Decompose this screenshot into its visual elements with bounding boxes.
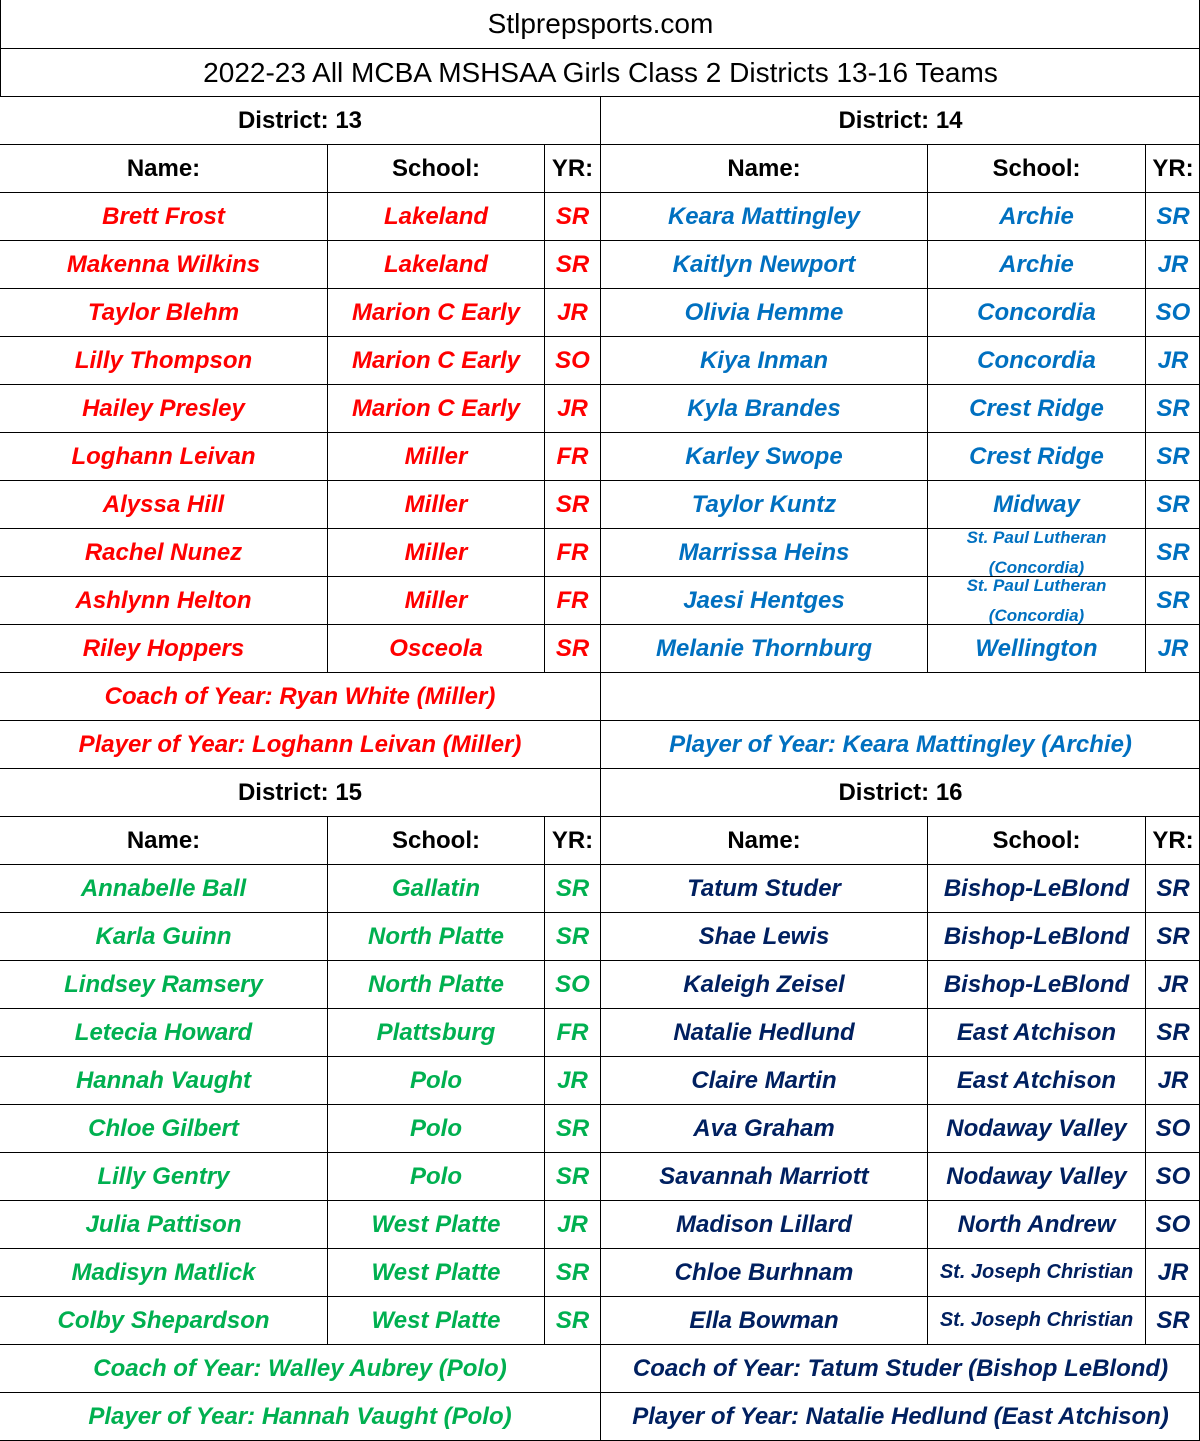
player-yr: SO [1145, 1153, 1200, 1200]
player-name: Lilly Thompson [74, 346, 253, 374]
table-row [0, 1056, 1200, 1104]
player-school: North Andrew [927, 1201, 1145, 1248]
player-name: Annabelle Ball [80, 874, 247, 902]
player-name: Alyssa Hill [102, 490, 225, 518]
column-header-yr: YR: [544, 817, 600, 864]
player-yr: SR [1145, 481, 1200, 528]
player-school: Archie [927, 241, 1145, 288]
player-school: Archie [927, 193, 1145, 240]
table-row [0, 576, 1200, 624]
table-row [0, 912, 1200, 960]
coach-row [0, 1344, 1200, 1392]
district-label: District: 14 [600, 97, 1200, 144]
coach-row [0, 672, 1200, 720]
player-yr: FR [544, 433, 600, 480]
player-school: Miller [327, 481, 544, 528]
player-school: Polo [327, 1105, 544, 1152]
player-of-year: Player of Year: Loghann Leivan (Miller) [78, 730, 522, 758]
player-name: Lilly Gentry [97, 1162, 230, 1190]
player-yr: SR [544, 481, 600, 528]
player-school: Wellington [927, 625, 1145, 672]
player-yr: SR [544, 913, 600, 960]
player-school: Miller [327, 433, 544, 480]
coach-of-year: Coach of Year: Walley Aubrey (Polo) [93, 1354, 507, 1382]
column-header-yr: YR: [544, 145, 600, 192]
player-yr: SO [1145, 1105, 1200, 1152]
player-yr: JR [1145, 1057, 1200, 1104]
player-school: St. Paul Lutheran (Concordia) [927, 529, 1145, 576]
coach-of-year: Coach of Year: Ryan White (Miller) [104, 682, 496, 710]
player-school: Gallatin [327, 865, 544, 912]
player-of-year: Player of Year: Hannah Vaught (Polo) [88, 1402, 512, 1430]
player-name: Claire Martin [600, 1057, 927, 1104]
coach-of-year [600, 673, 1200, 720]
player-school: Polo [327, 1057, 544, 1104]
table-row [0, 1104, 1200, 1152]
table-row [0, 432, 1200, 480]
player-name: Jaesi Hentges [600, 577, 927, 624]
column-header-school: School: [327, 145, 544, 192]
table-row [0, 1248, 1200, 1296]
player-of-year-row [0, 1392, 1200, 1440]
player-yr: SO [1145, 289, 1200, 336]
player-school: East Atchison [927, 1057, 1145, 1104]
player-school: Bishop-LeBlond [927, 961, 1145, 1008]
player-yr: SR [544, 241, 600, 288]
player-school: Lakeland [327, 193, 544, 240]
player-name: Melanie Thornburg [600, 625, 927, 672]
player-name: Marrissa Heins [600, 529, 927, 576]
site-row [0, 0, 1200, 48]
column-header-row [0, 144, 1200, 192]
player-yr: FR [544, 529, 600, 576]
player-school: Marion C Early [327, 337, 544, 384]
player-school: St. Paul Lutheran (Concordia) [927, 577, 1145, 624]
player-name: Taylor Kuntz [600, 481, 927, 528]
player-school: West Platte [327, 1201, 544, 1248]
player-school: Miller [327, 529, 544, 576]
player-school: Bishop-LeBlond [927, 865, 1145, 912]
player-name: Karla Guinn [95, 922, 232, 950]
player-name: Rachel Nunez [84, 538, 243, 566]
player-name: Kaitlyn Newport [600, 241, 927, 288]
player-yr: FR [544, 577, 600, 624]
player-name: Savannah Marriott [600, 1153, 927, 1200]
player-name: Kaleigh Zeisel [600, 961, 927, 1008]
table-row [0, 1200, 1200, 1248]
column-header-school: School: [927, 817, 1145, 864]
player-school: West Platte [327, 1249, 544, 1296]
player-yr: SR [1145, 577, 1200, 624]
player-name: Tatum Studer [600, 865, 927, 912]
player-yr: SR [1145, 433, 1200, 480]
player-yr: SR [544, 865, 600, 912]
table-row [0, 960, 1200, 1008]
player-school: Lakeland [327, 241, 544, 288]
player-name: Madison Lillard [600, 1201, 927, 1248]
player-yr: SR [544, 625, 600, 672]
player-school: Marion C Early [327, 385, 544, 432]
table-row [0, 384, 1200, 432]
player-school: Crest Ridge [927, 433, 1145, 480]
player-school: North Platte [327, 961, 544, 1008]
column-header-school: School: [327, 817, 544, 864]
player-yr: JR [1145, 1249, 1200, 1296]
player-name: Lindsey Ramsery [64, 970, 263, 998]
player-name: Ashlynn Helton [75, 586, 252, 614]
player-yr: SR [544, 1153, 600, 1200]
table-row [0, 1008, 1200, 1056]
district-label: District: 16 [600, 769, 1200, 816]
player-yr: SR [1145, 865, 1200, 912]
district-label: District: 13 [237, 106, 363, 134]
player-school: Crest Ridge [927, 385, 1145, 432]
column-header-name: Name: [126, 154, 201, 182]
table-row [0, 624, 1200, 672]
player-school: Midway [927, 481, 1145, 528]
player-school: West Platte [327, 1297, 544, 1344]
player-yr: SR [544, 193, 600, 240]
coach-of-year: Coach of Year: Tatum Studer (Bishop LeBlond) [600, 1345, 1200, 1392]
player-school: St. Joseph Christian [927, 1297, 1145, 1344]
table-row [0, 480, 1200, 528]
page-title: 2022-23 All MCBA MSHSAA Girls Class 2 Districts 13-16 Teams [0, 49, 1200, 96]
player-school: Polo [327, 1153, 544, 1200]
site-name: Stlprepsports.com [0, 0, 1200, 48]
column-header-yr: YR: [1145, 145, 1200, 192]
player-name: Hannah Vaught [75, 1066, 252, 1094]
player-name: Natalie Hedlund [600, 1009, 927, 1056]
player-school: Nodaway Valley [927, 1153, 1145, 1200]
table-row [0, 528, 1200, 576]
column-header-yr: YR: [1145, 817, 1200, 864]
player-name: Brett Frost [102, 202, 225, 230]
player-name: Taylor Blehm [87, 298, 240, 326]
player-yr: SO [544, 961, 600, 1008]
player-yr: SO [544, 337, 600, 384]
player-of-year-row [0, 720, 1200, 768]
table-row [0, 240, 1200, 288]
table-row [0, 1152, 1200, 1200]
player-name: Kiya Inman [600, 337, 927, 384]
player-yr: SR [1145, 385, 1200, 432]
player-name: Makenna Wilkins [66, 250, 261, 278]
player-yr: JR [1145, 337, 1200, 384]
player-school: Nodaway Valley [927, 1105, 1145, 1152]
table-row [0, 864, 1200, 912]
player-school: Osceola [327, 625, 544, 672]
player-school: Plattsburg [327, 1009, 544, 1056]
player-school: Concordia [927, 289, 1145, 336]
player-of-year: Player of Year: Natalie Hedlund (East Atchison) [600, 1393, 1200, 1440]
player-yr: SR [1145, 1009, 1200, 1056]
player-yr: JR [544, 385, 600, 432]
title-row [0, 48, 1200, 96]
column-header-name: Name: [126, 826, 201, 854]
player-name: Keara Mattingley [600, 193, 927, 240]
player-name: Julia Pattison [85, 1210, 242, 1238]
player-name: Chloe Burhnam [600, 1249, 927, 1296]
player-name: Karley Swope [600, 433, 927, 480]
player-yr: JR [544, 1201, 600, 1248]
player-name: Letecia Howard [74, 1018, 253, 1046]
player-yr: JR [1145, 961, 1200, 1008]
player-yr: SR [1145, 913, 1200, 960]
column-header-row [0, 816, 1200, 864]
district-header-row [0, 768, 1200, 816]
column-header-name: Name: [600, 145, 927, 192]
player-name: Olivia Hemme [600, 289, 927, 336]
player-yr: SR [544, 1105, 600, 1152]
district-header-row [0, 96, 1200, 144]
player-name: Chloe Gilbert [88, 1114, 239, 1142]
player-school: East Atchison [927, 1009, 1145, 1056]
player-name: Madisyn Matlick [71, 1258, 256, 1286]
player-yr: JR [544, 289, 600, 336]
player-yr: FR [544, 1009, 600, 1056]
player-yr: JR [544, 1057, 600, 1104]
player-name: Riley Hoppers [82, 634, 245, 662]
player-school: Bishop-LeBlond [927, 913, 1145, 960]
player-school: Miller [327, 577, 544, 624]
column-header-name: Name: [600, 817, 927, 864]
player-yr: JR [1145, 625, 1200, 672]
player-school: North Platte [327, 913, 544, 960]
player-school: Marion C Early [327, 289, 544, 336]
player-name: Loghann Leivan [71, 442, 256, 470]
district-label: District: 15 [237, 778, 363, 806]
table-row [0, 336, 1200, 384]
player-name: Ava Graham [600, 1105, 927, 1152]
player-name: Hailey Presley [82, 394, 245, 422]
player-yr: SR [1145, 193, 1200, 240]
player-name: Ella Bowman [600, 1297, 927, 1344]
player-school: Concordia [927, 337, 1145, 384]
table-row [0, 192, 1200, 240]
player-yr: SR [1145, 1297, 1200, 1344]
player-yr: JR [1145, 241, 1200, 288]
player-of-year: Player of Year: Keara Mattingley (Archie) [600, 721, 1200, 768]
player-yr: SR [1145, 529, 1200, 576]
player-school: St. Joseph Christian [927, 1249, 1145, 1296]
player-name: Colby Shepardson [57, 1306, 270, 1334]
player-yr: SR [544, 1249, 600, 1296]
player-name: Shae Lewis [600, 913, 927, 960]
player-yr: SR [544, 1297, 600, 1344]
table-row [0, 288, 1200, 336]
player-name: Kyla Brandes [600, 385, 927, 432]
table-row [0, 1296, 1200, 1344]
column-header-school: School: [927, 145, 1145, 192]
player-yr: SO [1145, 1201, 1200, 1248]
